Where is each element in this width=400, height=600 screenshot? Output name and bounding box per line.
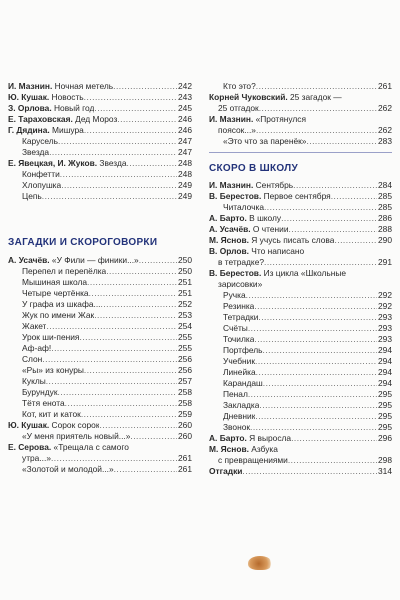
toc-entry: [8, 398, 192, 409]
toc-entry: [8, 147, 192, 158]
toc-title: Мишура: [52, 125, 84, 135]
dot-leader: [99, 420, 177, 431]
toc-page-number: 242: [178, 81, 192, 91]
toc-page-number: 245: [178, 103, 192, 113]
toc-entry: [209, 433, 392, 444]
toc-entry: [209, 81, 392, 92]
toc-page-number: 256: [178, 354, 192, 364]
toc-page-number: 243: [178, 92, 192, 102]
toc-entry: [8, 299, 192, 310]
toc-title: Перепел и перепёлка: [22, 266, 107, 276]
toc-entry: [209, 455, 392, 466]
toc-entry: [8, 288, 192, 299]
toc-title: «Золотой и молодой...»: [22, 464, 114, 474]
toc-page-number: 295: [378, 400, 392, 410]
toc-entry: [209, 268, 392, 279]
toc-title: Новость: [51, 92, 84, 102]
dot-leader: [334, 235, 377, 246]
toc-entry: [8, 464, 192, 475]
toc-title: «Ры» из конуры: [22, 365, 84, 375]
dot-leader: [113, 81, 177, 92]
toc-author: И. Мазнин.: [209, 180, 254, 190]
toc-author: И. Мазнин.: [8, 81, 53, 91]
toc-page-number: 262: [378, 103, 392, 113]
toc-title: Ручка: [223, 290, 246, 300]
toc-title: зарисовки»: [218, 279, 263, 289]
toc-entry: [8, 420, 192, 431]
toc-page-number: 254: [178, 321, 192, 331]
toc-author: З. Орлова.: [8, 103, 52, 113]
section-heading: СКОРО В ШКОЛУ: [209, 163, 299, 174]
toc-author: Е. Явецкая, И. Жуков.: [8, 158, 98, 168]
toc-title: Первое сентября: [263, 191, 331, 201]
toc-page-number: 288: [378, 224, 392, 234]
toc-author: Г. Дядина.: [8, 125, 50, 135]
dot-leader: [46, 321, 177, 332]
toc-entry: [209, 301, 392, 312]
toc-page-number: 248: [178, 169, 192, 179]
toc-entry: [8, 81, 192, 92]
dot-leader: [242, 466, 377, 477]
dot-leader: [89, 288, 177, 299]
toc-page-number: 250: [178, 255, 192, 265]
dot-leader: [81, 409, 177, 420]
toc-title: Я выросла: [249, 433, 292, 443]
toc-title: У графа из шкафа...: [22, 299, 101, 309]
toc-entry: [209, 290, 392, 301]
toc-page-number: 295: [378, 411, 392, 421]
dot-leader: [51, 453, 177, 464]
toc-title: утра...»: [22, 453, 51, 463]
toc-page-number: 292: [378, 290, 392, 300]
toc-title: Цепь: [22, 191, 42, 201]
dot-leader: [101, 299, 178, 310]
toc-entry: [8, 453, 192, 464]
toc-entry: [8, 310, 192, 321]
toc-entry: [209, 180, 392, 191]
toc-page-number: 293: [378, 323, 392, 333]
toc-entry: [209, 246, 392, 257]
toc-entry: [209, 103, 392, 114]
toc-title: Закладка: [223, 400, 260, 410]
toc-title: Мышиная школа: [22, 277, 88, 287]
toc-title: Тетрадки: [223, 312, 259, 322]
toc-title: Кот, кит и каток: [22, 409, 81, 419]
toc-title: Звезда: [99, 158, 127, 168]
toc-page-number: 260: [178, 420, 192, 430]
toc-entry: [8, 409, 192, 420]
toc-entry: [8, 354, 192, 365]
toc-title: Я учусь писать слова: [251, 235, 335, 245]
dot-leader: [117, 114, 177, 125]
toc-entry: [209, 125, 392, 136]
dot-leader: [256, 81, 377, 92]
toc-page-number: 285: [378, 202, 392, 212]
section-heading: ЗАГАДКИ И СКОРОГОВОРКИ: [8, 237, 158, 248]
dot-leader: [51, 343, 177, 354]
toc-author: Ю. Кушак.: [8, 92, 50, 102]
toc-author: Е. Серова.: [8, 442, 52, 452]
toc-title: Что написано: [251, 246, 305, 256]
toc-title: Четыре чертёнка: [22, 288, 89, 298]
toc-entry: [209, 191, 392, 202]
toc-entry: [8, 387, 192, 398]
toc-title: «Протянулся: [255, 114, 307, 124]
toc-entry: [8, 255, 192, 266]
dot-leader: [263, 378, 377, 389]
toc-title: Кто это?: [223, 81, 256, 91]
toc-title: Из цикла «Школьные: [263, 268, 347, 278]
toc-author: А. Барто.: [209, 213, 247, 223]
toc-entry: [209, 224, 392, 235]
dot-leader: [293, 180, 377, 191]
toc-title: Счёты: [223, 323, 248, 333]
toc-entry: [209, 345, 392, 356]
toc-page-number: 262: [378, 125, 392, 135]
toc-title: Линейка: [223, 367, 256, 377]
toc-author: Отгадки: [209, 466, 243, 476]
toc-entry: [8, 376, 192, 387]
toc-entry: [209, 389, 392, 400]
toc-title: «Это что за паренёк»: [223, 136, 307, 146]
toc-title: Звезда: [22, 147, 50, 157]
toc-author: Корней Чуковский.: [209, 92, 288, 102]
toc-page-number: 249: [178, 191, 192, 201]
toc-page-number: 290: [378, 235, 392, 245]
toc-title: Жакет: [22, 321, 47, 331]
dot-leader: [259, 400, 377, 411]
toc-entry: [209, 257, 392, 268]
dot-leader: [248, 389, 377, 400]
dot-leader: [281, 213, 377, 224]
toc-entry: [209, 136, 392, 147]
toc-title: Карандаш: [223, 378, 263, 388]
dot-leader: [58, 387, 177, 398]
toc-page-number: 259: [178, 409, 192, 419]
toc-title: Урок ши-пения: [22, 332, 80, 342]
toc-title: Тётя енота: [22, 398, 65, 408]
toc-page-number: 294: [378, 356, 392, 366]
toc-title: Звонок: [223, 422, 251, 432]
dot-leader: [250, 422, 377, 433]
toc-entry: [209, 411, 392, 422]
toc-entry: [209, 202, 392, 213]
toc-page-number: 258: [178, 398, 192, 408]
toc-page-number: 257: [178, 376, 192, 386]
dot-leader: [42, 354, 177, 365]
toc-title: Точилка: [223, 334, 255, 344]
toc-entry: [8, 442, 192, 453]
dot-leader: [264, 202, 377, 213]
toc-page-number: 291: [378, 257, 392, 267]
dot-leader: [84, 125, 177, 136]
toc-author: Ю. Кушак.: [8, 420, 50, 430]
toc-page-number: 286: [378, 213, 392, 223]
dot-leader: [130, 431, 177, 442]
toc-entry: [209, 235, 392, 246]
dot-leader: [256, 367, 377, 378]
dot-leader: [87, 277, 177, 288]
toc-title: Бурундук: [22, 387, 58, 397]
toc-page-number: 246: [178, 125, 192, 135]
toc-page-number: 261: [178, 464, 192, 474]
toc-entry: [8, 114, 192, 125]
toc-page-number: 293: [378, 334, 392, 344]
toc-title: Учебник: [223, 356, 256, 366]
toc-page-number: 246: [178, 114, 192, 124]
dot-leader: [263, 345, 378, 356]
toc-page-number: 250: [178, 266, 192, 276]
toc-entry: [8, 365, 192, 376]
toc-page-number: 255: [178, 332, 192, 342]
toc-title: В школу: [249, 213, 282, 223]
toc-page-number: 283: [378, 136, 392, 146]
toc-page-number: 256: [178, 365, 192, 375]
dot-leader: [306, 136, 377, 147]
toc-page-number: 255: [178, 343, 192, 353]
toc-page-number: 295: [378, 422, 392, 432]
toc-entry: [8, 103, 192, 114]
dot-leader: [248, 323, 377, 334]
dot-leader: [49, 147, 177, 158]
toc-title: Азбука: [251, 444, 278, 454]
toc-title: О чтении: [252, 224, 289, 234]
toc-author: М. Яснов.: [209, 235, 249, 245]
toc-title: Портфель: [223, 345, 263, 355]
dot-leader: [254, 301, 377, 312]
toc-title: Резинка: [223, 301, 255, 311]
toc-entry: [209, 400, 392, 411]
toc-entry: [209, 466, 392, 477]
toc-page-number: 260: [178, 431, 192, 441]
toc-title: 25 загадок —: [290, 92, 342, 102]
toc-title: Пенал: [223, 389, 248, 399]
toc-page-number: 247: [178, 136, 192, 146]
toc-author: А. Усачёв.: [209, 224, 251, 234]
toc-title: с превращениями: [218, 455, 288, 465]
toc-entry: [8, 136, 192, 147]
toc-title: Конфетти: [22, 169, 60, 179]
toc-entry: [8, 92, 192, 103]
dot-leader: [106, 266, 177, 277]
dot-leader: [84, 365, 177, 376]
toc-entry: [209, 334, 392, 345]
dot-leader: [79, 332, 177, 343]
dot-leader: [42, 191, 177, 202]
toc-title: Читалочка: [223, 202, 264, 212]
toc-page-number: 314: [378, 466, 392, 476]
toc-entry: [209, 323, 392, 334]
toc-author: М. Яснов.: [209, 444, 249, 454]
toc-page-number: 285: [378, 191, 392, 201]
toc-page-number: 252: [178, 299, 192, 309]
toc-entry: [209, 422, 392, 433]
toc-title: Сорок сорок: [51, 420, 100, 430]
dot-leader: [288, 455, 377, 466]
toc-page-number: 251: [178, 277, 192, 287]
toc-author: В. Берестов.: [209, 268, 262, 278]
toc-entry: [8, 125, 192, 136]
dot-leader: [331, 191, 377, 202]
toc-page-number: 294: [378, 345, 392, 355]
toc-entry: [8, 191, 192, 202]
toc-page-number: 248: [178, 158, 192, 168]
dot-leader: [84, 92, 177, 103]
toc-entry: [209, 356, 392, 367]
toc-entry: [209, 279, 392, 290]
dot-leader: [258, 312, 377, 323]
toc-page-number: 253: [178, 310, 192, 320]
toc-title: Слон: [22, 354, 43, 364]
toc-author: В. Орлов.: [209, 246, 249, 256]
toc-title: Жук по имени Жак: [22, 310, 95, 320]
toc-entry: [209, 444, 392, 455]
dot-leader: [289, 224, 378, 235]
toc-title: Ночная метель: [54, 81, 114, 91]
toc-page-number: 298: [378, 455, 392, 465]
toc-page-number: 294: [378, 378, 392, 388]
toc-entry: [8, 266, 192, 277]
toc-title: Дед Мороз: [75, 114, 118, 124]
toc-title: «У Фили — финики...»: [51, 255, 139, 265]
dot-leader: [114, 464, 177, 475]
toc-title: Аф-аф!: [22, 343, 52, 353]
dot-leader: [94, 103, 177, 114]
toc-entry: [8, 169, 192, 180]
toc-entry: [8, 277, 192, 288]
dot-leader: [246, 290, 377, 301]
toc-title: Новый год: [54, 103, 95, 113]
toc-author: А. Барто.: [209, 433, 247, 443]
toc-page-number: 292: [378, 301, 392, 311]
toc-page-number: 247: [178, 147, 192, 157]
dot-leader: [127, 158, 178, 169]
toc-author: В. Берестов.: [209, 191, 262, 201]
toc-title: Сентябрь: [255, 180, 294, 190]
dot-leader: [60, 169, 177, 180]
toc-title: Карусель: [22, 136, 59, 146]
dot-leader: [255, 356, 377, 367]
dot-leader: [61, 180, 177, 191]
toc-entry: [209, 213, 392, 224]
toc-title: «Трещала с самого: [53, 442, 129, 452]
toc-page-number: 261: [378, 81, 392, 91]
dot-leader: [264, 257, 377, 268]
toc-page-number: 251: [178, 288, 192, 298]
toc-title: Хлопушка: [22, 180, 62, 190]
toc-author: И. Мазнин.: [209, 114, 254, 124]
toc-author: А. Усачёв.: [8, 255, 50, 265]
dot-leader: [259, 103, 377, 114]
illustration-fragment: [248, 556, 272, 570]
dot-leader: [254, 334, 377, 345]
toc-title: Куклы: [22, 376, 46, 386]
toc-author: Е. Тараховская.: [8, 114, 73, 124]
toc-entry: [209, 367, 392, 378]
toc-title: 25 отгадок: [218, 103, 259, 113]
toc-page-number: 258: [178, 387, 192, 397]
toc-entry: [209, 114, 392, 125]
dot-leader: [256, 125, 377, 136]
toc-entry: [8, 321, 192, 332]
toc-entry: [8, 158, 192, 169]
toc-page-number: 294: [378, 367, 392, 377]
dot-leader: [255, 411, 377, 422]
toc-entry: [209, 92, 392, 103]
dot-leader: [291, 433, 377, 444]
toc-title: «У меня приятель новый...»: [22, 431, 131, 441]
toc-title: поясок...»: [218, 125, 256, 135]
toc-entry: [8, 332, 192, 343]
toc-page-number: 284: [378, 180, 392, 190]
toc-entry: [8, 343, 192, 354]
toc-entry: [8, 431, 192, 442]
toc-page-number: 296: [378, 433, 392, 443]
dot-leader: [139, 255, 177, 266]
toc-page-number: 295: [378, 389, 392, 399]
toc-title: в тетрадке?: [218, 257, 265, 267]
dot-leader: [65, 398, 177, 409]
toc-page-number: 249: [178, 180, 192, 190]
toc-page-number: 261: [178, 453, 192, 463]
divider: [209, 152, 392, 153]
toc-page-number: 293: [378, 312, 392, 322]
toc-entry: [8, 180, 192, 191]
toc-title: Дневник: [223, 411, 256, 421]
dot-leader: [58, 136, 177, 147]
dot-leader: [94, 310, 177, 321]
toc-entry: [209, 312, 392, 323]
toc-entry: [209, 378, 392, 389]
dot-leader: [46, 376, 177, 387]
